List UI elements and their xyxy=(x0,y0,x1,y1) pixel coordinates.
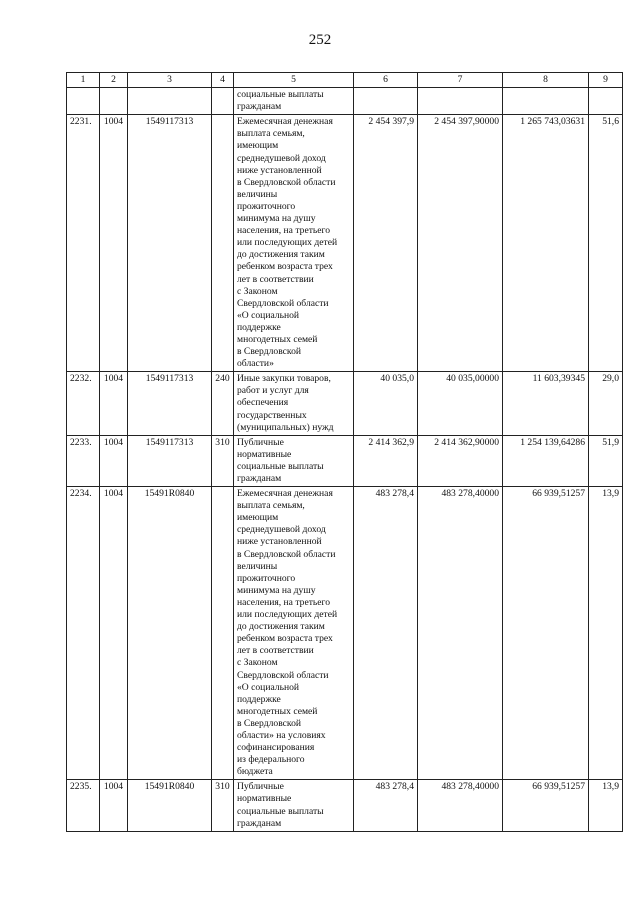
description-line: или последующих детей xyxy=(237,237,338,249)
description-line: софинансирования xyxy=(237,742,315,754)
description-line: области» xyxy=(237,358,274,370)
description-line: выплата семьям, xyxy=(237,128,305,140)
description-line: в Свердловской области xyxy=(237,176,336,188)
amount-col7-cell: 483 278,40000 xyxy=(418,487,503,780)
description-line: социальные выплаты xyxy=(237,460,324,472)
section-code-cell: 1004 xyxy=(100,115,128,372)
description-line: Иные закупки товаров, xyxy=(237,373,331,385)
expense-type-cell: 310 xyxy=(212,435,234,486)
table-row xyxy=(67,487,623,780)
description-line: до достижения таким xyxy=(237,621,325,633)
amount-col7-cell xyxy=(418,88,503,115)
row-number-cell: 2234. xyxy=(67,487,100,780)
amount-col6-cell: 483 278,4 xyxy=(354,780,418,831)
description-line: нормативные xyxy=(237,448,292,460)
target-code-cell: 15491R0840 xyxy=(128,780,212,831)
description-line: гражданам xyxy=(237,817,282,829)
description-line: нормативные xyxy=(237,793,292,805)
row-number-cell: 2232. xyxy=(67,372,100,435)
description-line: ребенком возраста трех xyxy=(237,633,333,645)
row-number-cell: 2235. xyxy=(67,780,100,831)
description-line: социальные выплаты xyxy=(237,805,324,817)
amount-col7-cell: 40 035,00000 xyxy=(418,372,503,435)
description-line: величины xyxy=(237,188,278,200)
table-row xyxy=(67,88,623,115)
percent-col9-cell xyxy=(589,88,623,115)
description-cell xyxy=(234,88,354,115)
description-line: Ежемесячная денежная xyxy=(237,116,333,128)
amount-col8-cell: 11 603,39345 xyxy=(503,372,589,435)
description-line: с Законом xyxy=(237,285,278,297)
percent-col9-cell: 29,0 xyxy=(589,372,623,435)
table-row xyxy=(67,115,623,372)
expense-type-cell xyxy=(212,88,234,115)
description-line: социальные выплаты xyxy=(237,89,324,101)
amount-col7-cell: 483 278,40000 xyxy=(418,780,503,831)
table-row xyxy=(67,372,623,435)
description-line: Публичные xyxy=(237,781,284,793)
description-line: в Свердловской xyxy=(237,346,302,358)
amount-col8-cell: 1 265 743,03631 xyxy=(503,115,589,372)
description-line: с Законом xyxy=(237,657,278,669)
section-code-cell: 1004 xyxy=(100,435,128,486)
table-row xyxy=(67,435,623,486)
header-cell-5: 5 xyxy=(234,73,354,88)
description-line: имеющим xyxy=(237,512,279,524)
description-line: ребенком возраста трех xyxy=(237,261,333,273)
expense-type-cell: 240 xyxy=(212,372,234,435)
description-line: «О социальной xyxy=(237,309,300,321)
description-line: среднедушевой доход xyxy=(237,524,326,536)
description-line: населения, на третьего xyxy=(237,596,331,608)
row-number-cell: 2231. xyxy=(67,115,100,372)
percent-col9-cell: 51,6 xyxy=(589,115,623,372)
table-row xyxy=(67,780,623,831)
description-line: до достижения таким xyxy=(237,249,325,261)
target-code-cell: 1549117313 xyxy=(128,372,212,435)
description-line: Ежемесячная денежная xyxy=(237,488,333,500)
description-line: «О социальной xyxy=(237,681,300,693)
description-line: прожиточного xyxy=(237,200,296,212)
amount-col6-cell: 483 278,4 xyxy=(354,487,418,780)
header-cell-4: 4 xyxy=(212,73,234,88)
description-line: области» на условиях xyxy=(237,729,326,741)
header-cell-3: 3 xyxy=(128,73,212,88)
description-line: (муниципальных) нужд xyxy=(237,421,334,433)
header-cell-9: 9 xyxy=(589,73,623,88)
description-line: лет в соответствии xyxy=(237,645,314,657)
target-code-cell: 1549117313 xyxy=(128,435,212,486)
amount-col6-cell: 40 035,0 xyxy=(354,372,418,435)
description-line: бюджета xyxy=(237,766,273,778)
table-body xyxy=(67,73,623,832)
description-line: поддержке xyxy=(237,321,281,333)
amount-col6-cell xyxy=(354,88,418,115)
amount-col7-cell: 2 454 397,90000 xyxy=(418,115,503,372)
header-cell-2: 2 xyxy=(100,73,128,88)
budget-table xyxy=(66,72,623,832)
description-line: поддержке xyxy=(237,693,281,705)
table-header-row xyxy=(67,73,623,88)
description-line: в Свердловской области xyxy=(237,548,336,560)
percent-col9-cell: 13,9 xyxy=(589,780,623,831)
row-number-cell: 2233. xyxy=(67,435,100,486)
description-cell xyxy=(234,487,354,780)
amount-col6-cell: 2 454 397,9 xyxy=(354,115,418,372)
description-line: многодетных семей xyxy=(237,333,318,345)
expense-type-cell: 310 xyxy=(212,780,234,831)
section-code-cell: 1004 xyxy=(100,487,128,780)
header-cell-7: 7 xyxy=(418,73,503,88)
amount-col8-cell: 66 939,51257 xyxy=(503,487,589,780)
header-cell-1: 1 xyxy=(67,73,100,88)
amount-col6-cell: 2 414 362,9 xyxy=(354,435,418,486)
description-line: гражданам xyxy=(237,473,282,484)
description-line: ниже установленной xyxy=(237,536,322,548)
description-line: среднедушевой доход xyxy=(237,152,326,164)
description-line: минимума на душу xyxy=(237,213,316,225)
description-line: или последующих детей xyxy=(237,609,338,621)
page-number: 252 xyxy=(308,32,332,48)
description-line: гражданам xyxy=(237,101,282,113)
description-line: многодетных семей xyxy=(237,705,318,717)
target-code-cell: 15491R0840 xyxy=(128,487,212,780)
section-code-cell: 1004 xyxy=(100,372,128,435)
target-code-cell xyxy=(128,88,212,115)
amount-col8-cell xyxy=(503,88,589,115)
description-cell xyxy=(234,435,354,486)
description-cell xyxy=(234,780,354,831)
amount-col8-cell: 66 939,51257 xyxy=(503,780,589,831)
description-line: лет в соответствии xyxy=(237,273,314,285)
percent-col9-cell: 13,9 xyxy=(589,487,623,780)
expense-type-cell xyxy=(212,115,234,372)
amount-col7-cell: 2 414 362,90000 xyxy=(418,435,503,486)
description-line: ниже установленной xyxy=(237,164,322,176)
description-line: Свердловской области xyxy=(237,669,329,681)
description-line: прожиточного xyxy=(237,572,296,584)
description-cell xyxy=(234,372,354,435)
description-line: в Свердловской xyxy=(237,717,302,729)
percent-col9-cell: 51,9 xyxy=(589,435,623,486)
description-line: выплата семьям, xyxy=(237,500,305,512)
section-code-cell xyxy=(100,88,128,115)
description-line: имеющим xyxy=(237,140,279,152)
header-cell-6: 6 xyxy=(354,73,418,88)
amount-col8-cell: 1 254 139,64286 xyxy=(503,435,589,486)
description-line: из федерального xyxy=(237,754,305,766)
description-line: государственных xyxy=(237,409,307,421)
description-line: Публичные xyxy=(237,436,284,448)
description-line: минимума на душу xyxy=(237,584,316,596)
expense-type-cell xyxy=(212,487,234,780)
description-line: величины xyxy=(237,560,278,572)
row-number-cell xyxy=(67,88,100,115)
header-cell-8: 8 xyxy=(503,73,589,88)
description-cell xyxy=(234,115,354,372)
description-line: Свердловской области xyxy=(237,297,329,309)
target-code-cell: 1549117313 xyxy=(128,115,212,372)
description-line: обеспечения xyxy=(237,397,289,409)
section-code-cell: 1004 xyxy=(100,780,128,831)
description-line: населения, на третьего xyxy=(237,225,331,237)
description-line: работ и услуг для xyxy=(237,385,309,397)
